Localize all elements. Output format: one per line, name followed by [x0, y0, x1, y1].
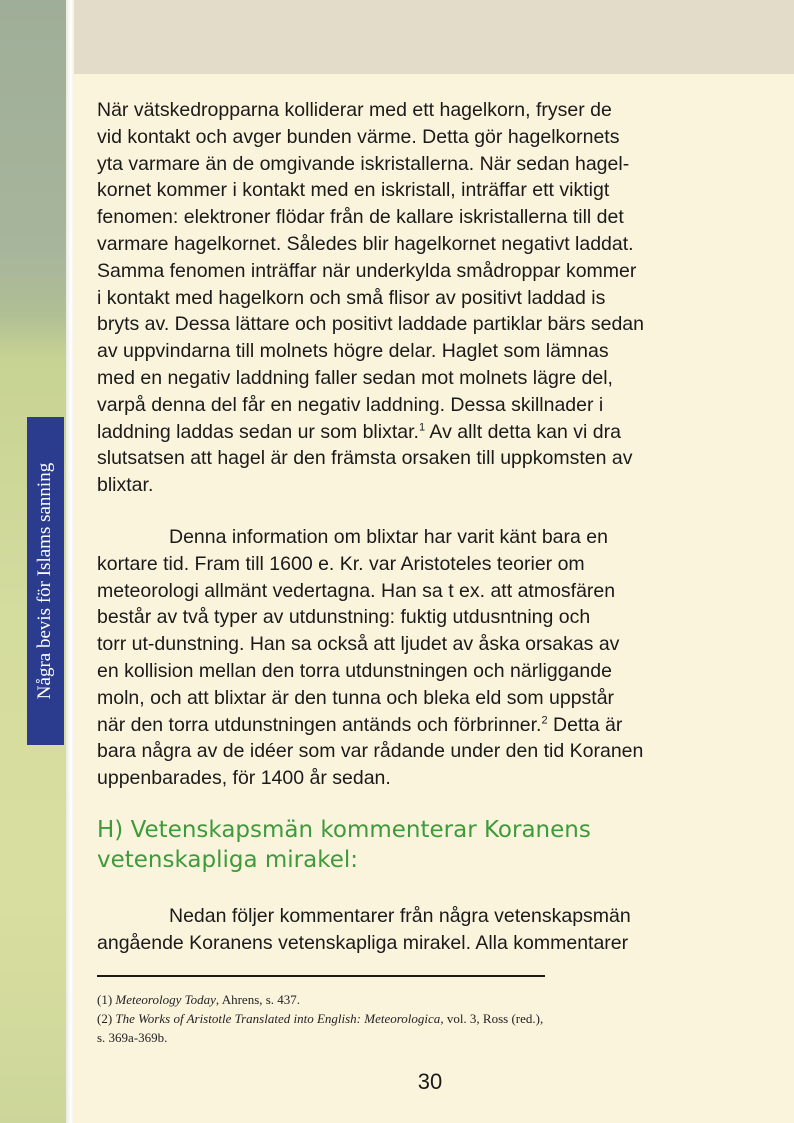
paragraph-2: [97, 524, 737, 792]
text-line: [97, 712, 737, 739]
text-line: vid kontakt och avger bunden värme. Detta gör hagelkornets: [97, 125, 620, 148]
text-fragment: Detta är: [547, 713, 623, 736]
text-line: Nedan följer kommentarer från några vetenskapsmän: [169, 905, 631, 927]
footnote-title: The Works of Aristotle Translated into English: Meteorologica: [115, 1011, 441, 1026]
text-line: torr ut-dunstning. Han sa också att ljudet av åska orsakas av: [97, 633, 620, 656]
text-line: meteorologi allmänt vedertagna. Han sa t ex. att atmosfären: [97, 579, 616, 602]
footnote-ref-2[interactable]: 2: [541, 714, 548, 727]
footnote-number: (1): [97, 992, 116, 1007]
heading-line: vetenskapliga mirakel:: [97, 847, 359, 873]
text-line: blixtar.: [97, 474, 154, 497]
footnotes: [97, 990, 697, 1047]
text-line: består av två typer av utdunstning: fuktig utdusntning och: [97, 606, 591, 629]
footnote-ref-1[interactable]: 1: [418, 421, 426, 434]
paragraph-1: [97, 97, 737, 499]
text-line: varmare hagelkornet. Således blir hagelkornet negativt laddat.: [97, 232, 634, 255]
text-line: i kontakt med hagelkorn och små flisor av positivt laddad is: [97, 286, 606, 309]
text-line: slutsatsen att hagel är den främsta orsaken till uppkomsten av: [97, 447, 633, 470]
footnote-divider: [97, 975, 545, 977]
book-title-text: Några bevis för Islams sanning: [34, 462, 56, 700]
text-line: uppenbarades, för 1400 år sedan.: [97, 767, 391, 790]
text-fragment: när den torra utdunstningen antänds och förbrinner.: [97, 713, 542, 736]
text-line: yta varmare än de omgivande iskristallerna. När sedan hagel-: [97, 152, 630, 175]
footnote-number: (2): [97, 1011, 116, 1026]
text-fragment: Av allt detta kan vi dra: [425, 420, 621, 443]
paragraph-3: [97, 903, 737, 957]
footnote-text: , Ahrens, s. 437.: [215, 992, 301, 1007]
text-line: [97, 419, 737, 446]
book-title-tab: [27, 417, 64, 745]
heading-line: H) Vetenskapsmän kommenterar Koranens: [97, 817, 591, 843]
page-number: 30: [417, 1069, 443, 1094]
text-line: fenomen: elektroner flödar från de kallare iskristallerna till det: [97, 206, 624, 229]
text-line: bara några av de idéer som var rådande under den tid Koranen: [97, 740, 644, 763]
text-line: bryts av. Dessa lättare och positivt laddade partiklar bärs sedan: [97, 313, 644, 336]
footnote-text: , vol. 3, Ross (red.),: [440, 1011, 544, 1026]
text-line: Samma fenomen inträffar när underkylda smådroppar kommer: [97, 259, 637, 282]
header-band: [74, 0, 794, 74]
text-line: angående Koranens vetenskapliga mirakel. Alla kommentarer: [97, 931, 629, 954]
text-line: varpå denna del får en negativ laddning. Dessa skillnader i: [97, 393, 604, 416]
section-heading: [97, 815, 717, 875]
text-line: av uppvindarna till molnets högre delar. Haglet som lämnas: [97, 340, 609, 363]
text-fragment: laddning laddas sedan ur som blixtar.: [97, 420, 419, 443]
text-line: kornet kommer i kontakt med en iskristall, inträffar ett viktigt: [97, 179, 610, 202]
text-line: När vätskedropparna kolliderar med ett hagelkorn, fryser de: [97, 99, 612, 121]
footnote-2: [97, 1009, 697, 1028]
footnote-title: Meteorology Today: [115, 992, 216, 1007]
text-line: en kollision mellan den torra utdunstningen och närliggande: [97, 659, 612, 682]
footnote-2-continued: s. 369a-369b.: [97, 1030, 168, 1045]
text-line: Denna information om blixtar har varit känt bara en: [169, 526, 608, 548]
margin-edge: [66, 0, 74, 1123]
footnote-1: [97, 990, 697, 1009]
text-line: moln, och att blixtar är den tunna och bleka eld som uppstår: [97, 686, 615, 709]
text-line: med en negativ laddning faller sedan mot molnets lägre del,: [97, 366, 613, 389]
text-line: kortare tid. Fram till 1600 e. Kr. var Aristoteles teorier om: [97, 552, 585, 575]
